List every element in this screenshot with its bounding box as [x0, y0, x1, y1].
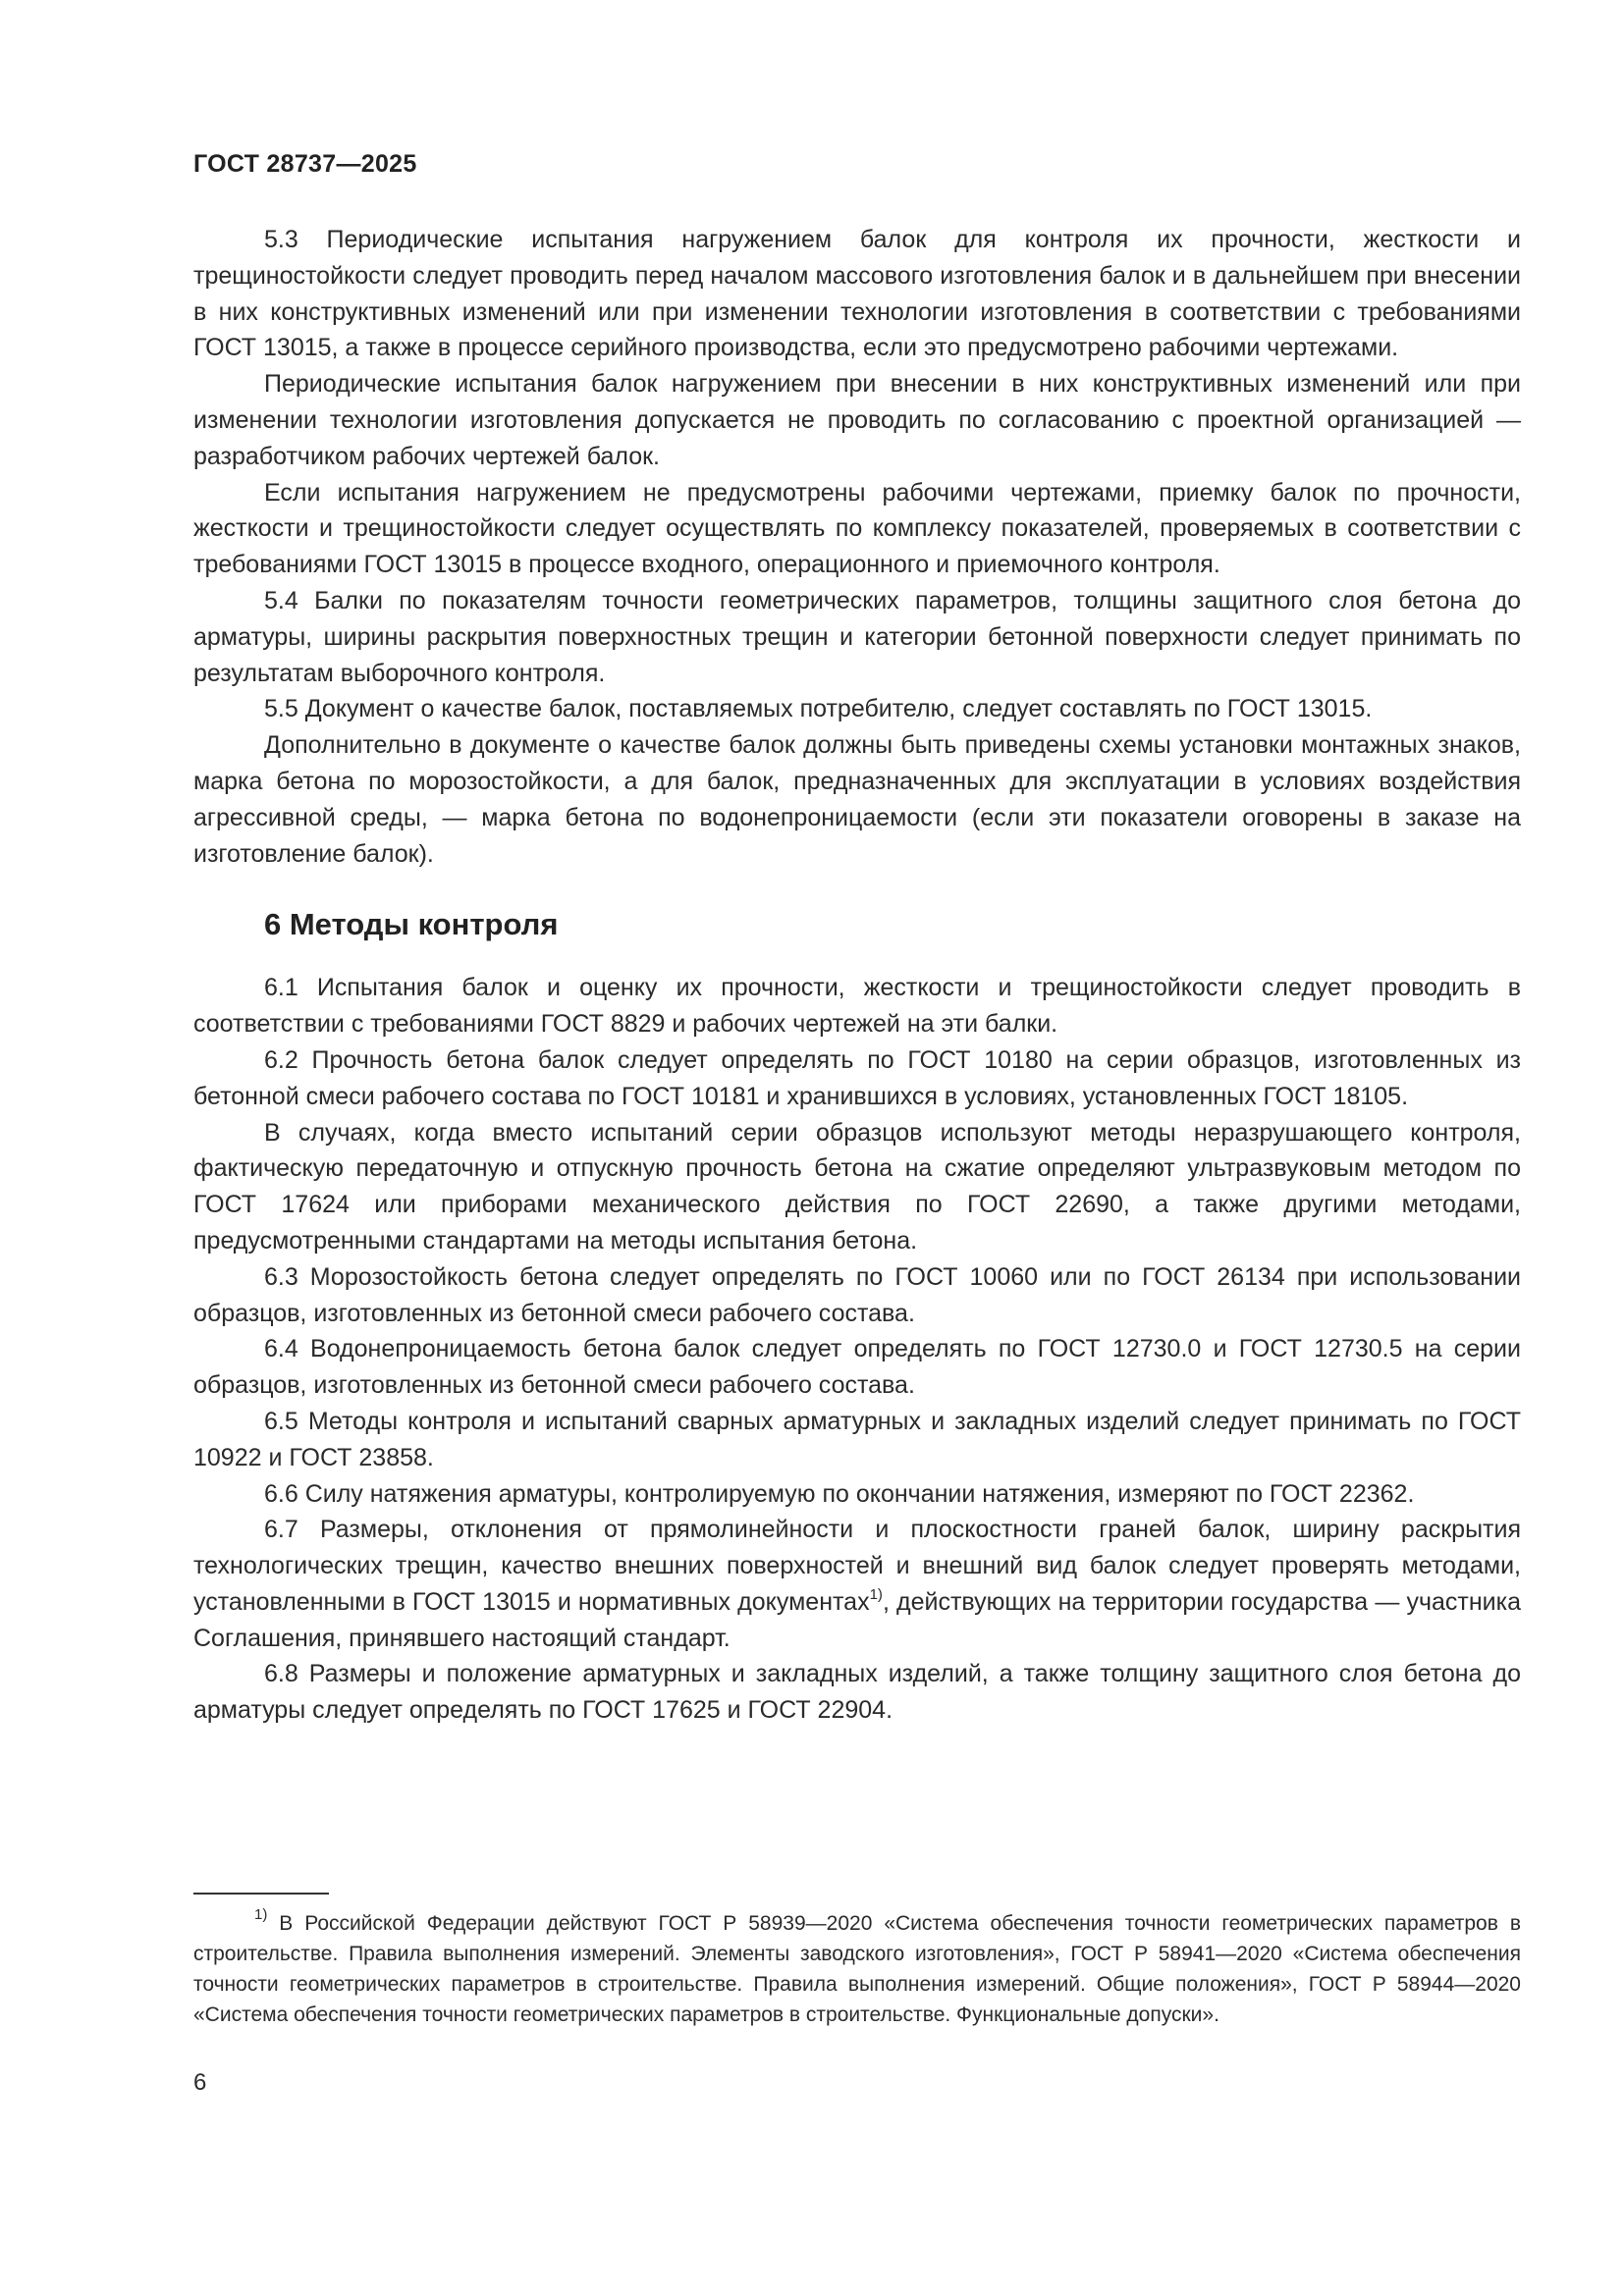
paragraph-6-4: 6.4 Водонепроницаемость бетона балок следует определять по ГОСТ 12730.0 и ГОСТ 12730.5 на серии образцов, изготовленных из бетонной смеси рабочего состава. [193, 1335, 1521, 1400]
footnote [193, 1908, 1521, 2030]
paragraph-5-3: 5.3 Периодические испытания нагружением балок для контроля их прочности, жесткости и трещиностойкости следует проводить перед началом массового изготовления балок и в дальнейшем при внесении в них конструктивных изменений или при изменении технологии изготовления в соответствии с требованиями ГОСТ 13015, а также в процессе серийного производства, если это предусмотрено рабочими чертежами. [193, 226, 1521, 362]
footnote-text: В Российской Федерации действуют ГОСТ Р 58939—2020 «Система обеспечения точности геометрических параметров в строительстве. Правила выполнения измерений. Элементы заводского изготовления», ГОСТ Р 58941—2020 «Система обеспечения точности геометрических параметров в строительстве. Правила выполнения измерений. Общие положения», ГОСТ Р 58944—2020 «Система обеспечения точности геометрических параметров в строительстве. Функциональные допуски». [193, 1912, 1521, 2026]
paragraph-6-6: 6.6 Силу натяжения арматуры, контролируемую по окончании натяжения, измеряют по ГОСТ 22362. [264, 1479, 1415, 1508]
footnote-marker: 1) [254, 1906, 268, 1923]
paragraph-5-5: 5.5 Документ о качестве балок, поставляемых потребителю, следует составлять по ГОСТ 13015. [264, 695, 1373, 723]
section-heading: 6 Методы контроля [264, 907, 559, 942]
document-header: ГОСТ 28737—2025 [193, 150, 417, 178]
paragraph-6-2: 6.2 Прочность бетона балок следует определять по ГОСТ 10180 на серии образцов, изготовленных из бетонной смеси рабочего состава по ГОСТ 10181 и хранившихся в условиях, установленных ГОСТ 18105. [193, 1045, 1521, 1110]
paragraph-6-7 [193, 1512, 1521, 1656]
paragraph-6-1: 6.1 Испытания балок и оценку их прочности, жесткости и трещиностойкости следует проводить в соответствии с требованиями ГОСТ 8829 и рабочих чертежей на эти балки. [193, 974, 1521, 1039]
document-body [193, 222, 1521, 1729]
paragraph: В случаях, когда вместо испытаний серии образцов используют методы неразрушающего контроля, фактическую передаточную и отпускную прочность бетона на сжатие определяют ультразвуковым методом по ГОСТ 17624 или приборами механического действия по ГОСТ 22690, а также другими методами, предусмотренными стандартами на методы испытания бетона. [193, 1118, 1521, 1255]
footnote-divider [193, 1893, 329, 1895]
paragraph-6-3: 6.3 Морозостойкость бетона следует определять по ГОСТ 10060 или по ГОСТ 26134 при использовании образцов, изготовленных из бетонной смеси рабочего состава. [193, 1262, 1521, 1327]
page-number: 6 [193, 2069, 207, 2096]
paragraph: Если испытания нагружением не предусмотрены рабочими чертежами, приемку балок по прочности, жесткости и трещиностойкости следует осуществлять по комплексу показателей, проверяемых в соответствии с требованиями ГОСТ 13015 в процессе входного, операционного и приемочного контроля. [193, 478, 1521, 579]
paragraph: Периодические испытания балок нагружением при внесении в них конструктивных изменений или при изменении технологии изготовления допускается не проводить по согласованию с проектной организацией — разработчиком рабочих чертежей балок. [193, 370, 1521, 470]
paragraph-text: 6.7 Размеры, отклонения от прямолинейности и плоскостности граней балок, ширину раскрытия технологических трещин, качество внешних поверхностей и внешний вид балок следует проверять методами, установленными в ГОСТ 13015 и нормативных документах [193, 1516, 1521, 1616]
paragraph-text: , действующих на территории государства — участника Соглашения, принявшего настоящий стандарт. [193, 1587, 1521, 1652]
paragraph-5-4: 5.4 Балки по показателям точности геометрических параметров, толщины защитного слоя бетона до арматуры, ширины раскрытия поверхностных трещин и категории бетонной поверхности следует принимать по результатам выборочного контроля. [193, 586, 1521, 687]
paragraph: Дополнительно в документе о качестве балок должны быть приведены схемы установки монтажных знаков, марка бетона по морозостойкости, а для балок, предназначенных для эксплуатации в условиях воздействия агрессивной среды, — марка бетона по водонепроницаемости (если эти показатели оговорены в заказе на изготовление балок). [193, 731, 1521, 868]
paragraph-6-5: 6.5 Методы контроля и испытаний сварных арматурных и закладных изделий следует принимать по ГОСТ 10922 и ГОСТ 23858. [193, 1407, 1521, 1471]
footnote-reference[interactable]: 1) [869, 1585, 883, 1603]
paragraph-6-8: 6.8 Размеры и положение арматурных и закладных изделий, а также толщину защитного слоя бетона до арматуры следует определять по ГОСТ 17625 и ГОСТ 22904. [193, 1660, 1521, 1725]
